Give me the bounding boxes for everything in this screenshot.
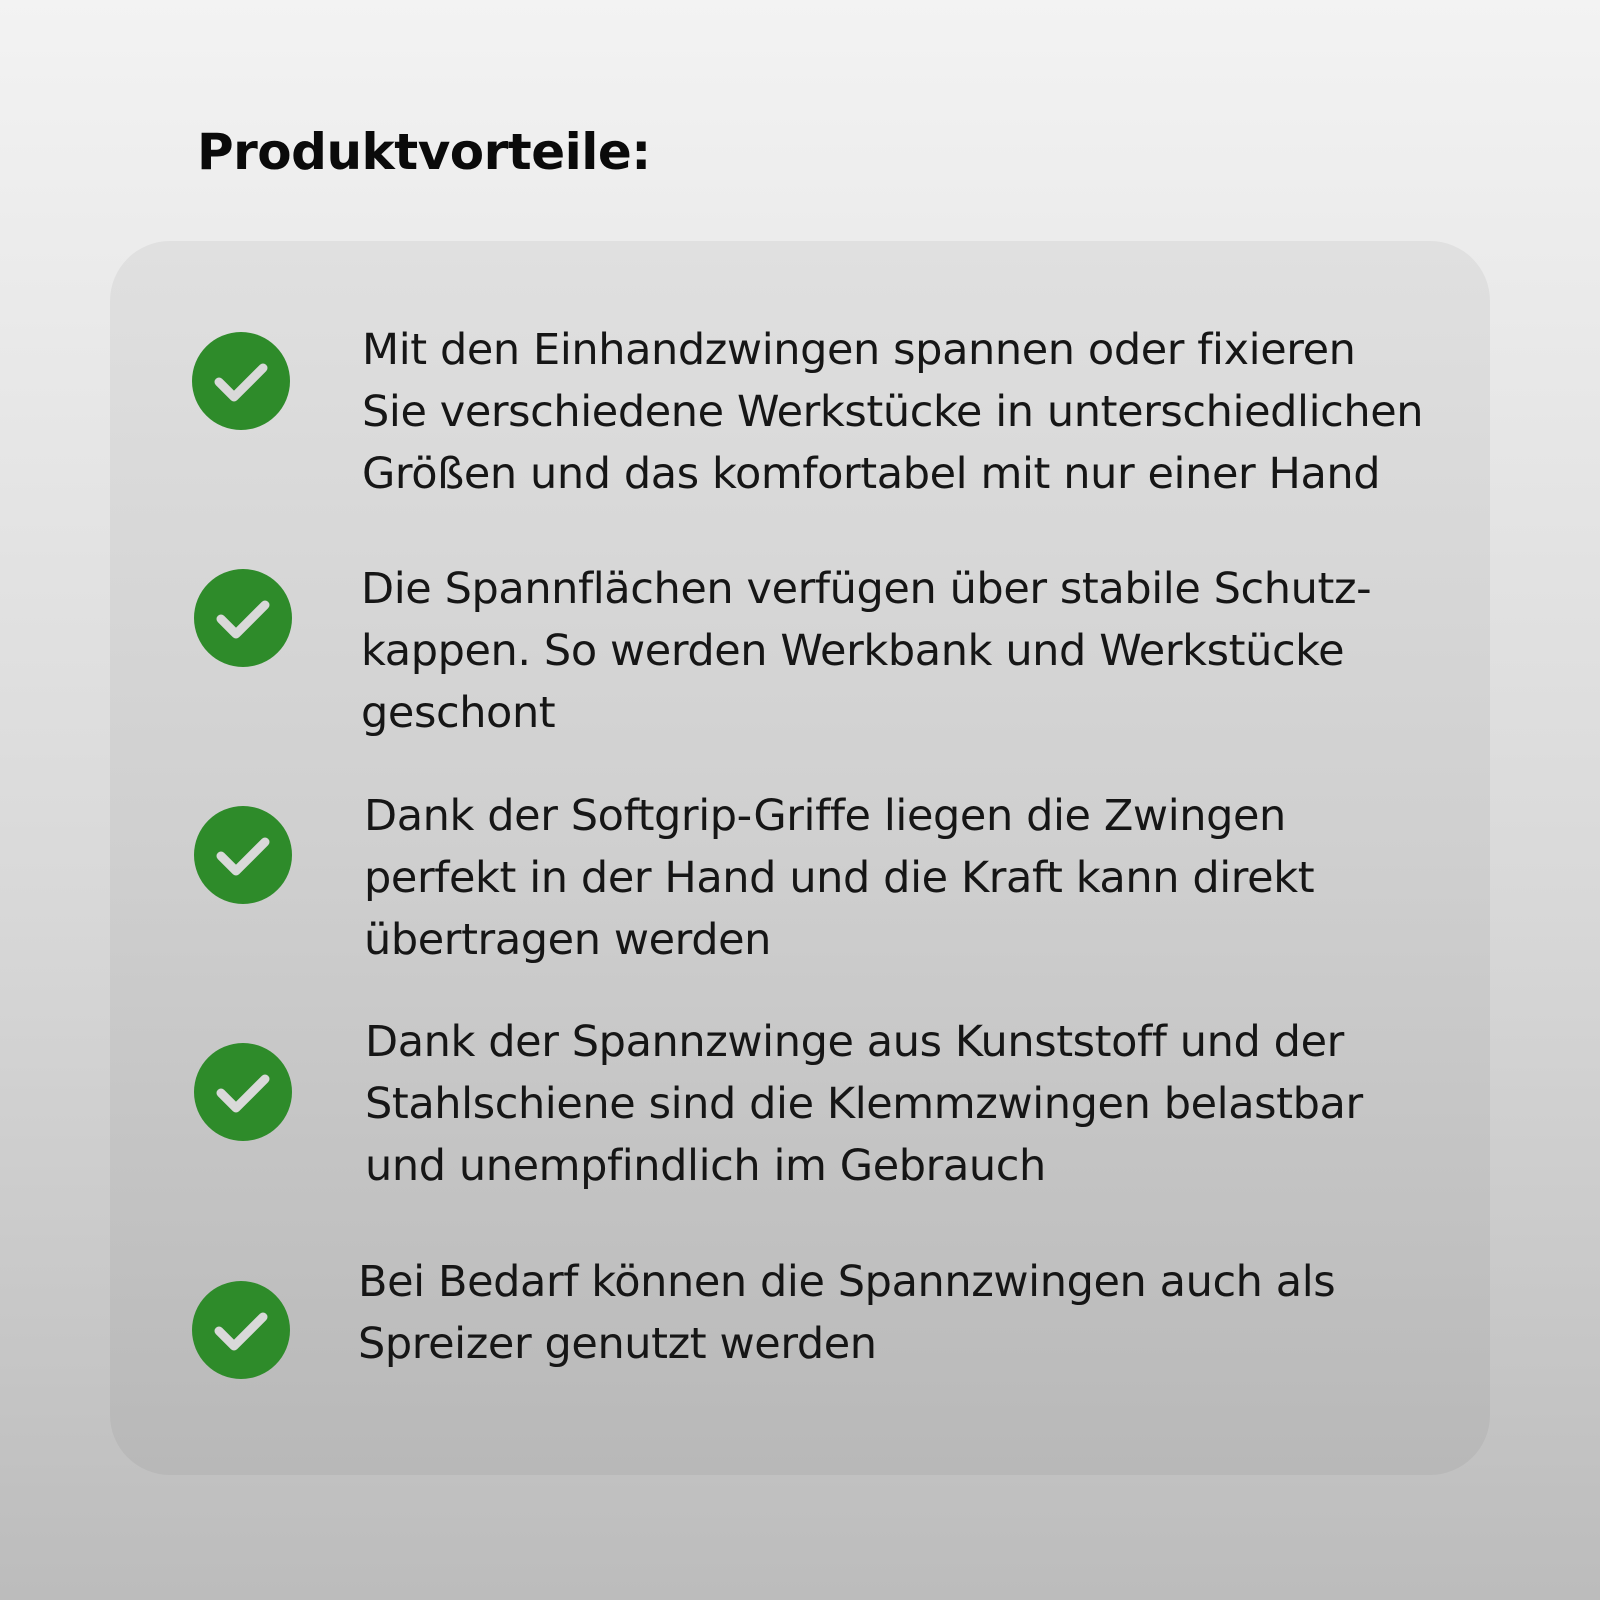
page-title: Produktvorteile: — [197, 123, 651, 181]
benefit-text-2: Die Spannflächen verfügen über stabile Schutz- kappen. So werden Werkbank und Werkstücke geschont — [361, 564, 1372, 738]
check-circle-icon — [192, 332, 290, 430]
benefit-text-4: Dank der Spannzwinge aus Kunststoff und der Stahlschiene sind die Klemmzwingen belastbar und unempfindlich im Gebrauch — [365, 1017, 1363, 1191]
check-circle-icon — [192, 1281, 290, 1379]
check-circle-icon — [194, 806, 292, 904]
check-circle-icon — [194, 569, 292, 667]
benefit-text-5: Bei Bedarf können die Spannzwingen auch als Spreizer genutzt werden — [358, 1257, 1336, 1369]
benefits-panel — [110, 241, 1490, 1475]
benefit-text-3: Dank der Softgrip-Griffe liegen die Zwingen perfekt in der Hand und die Kraft kann direkt übertragen werden — [364, 791, 1315, 965]
check-circle-icon — [194, 1043, 292, 1141]
benefit-text-1: Mit den Einhandzwingen spannen oder fixieren Sie verschiedene Werkstücke in unterschiedlichen Größen und das komfortabel mit nur einer Hand — [362, 325, 1424, 499]
